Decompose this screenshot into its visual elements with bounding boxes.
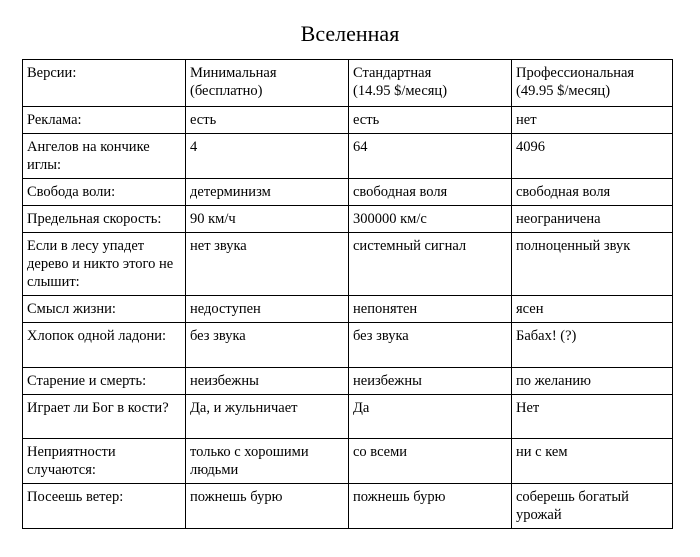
table-row	[23, 395, 673, 439]
row-label	[23, 439, 186, 484]
table-row	[23, 233, 673, 296]
cell-text: Стандартная (14.95 $/месяц)	[353, 65, 448, 99]
header-cell-versions	[23, 60, 186, 107]
table-row	[23, 368, 673, 395]
table-row	[23, 134, 673, 179]
table-cell	[186, 395, 349, 439]
cell-text: есть	[190, 112, 217, 128]
table-cell	[349, 107, 512, 134]
cell-text: системный сигнал	[353, 238, 467, 254]
table-cell	[512, 323, 673, 368]
cell-text: Бабах! (?)	[516, 328, 577, 344]
cell-text: Хлопок одной ладони:	[27, 328, 167, 344]
table-cell	[512, 233, 673, 296]
table-cell	[349, 233, 512, 296]
table-row	[23, 296, 673, 323]
cell-text: неизбежны	[190, 373, 259, 389]
table-cell	[349, 206, 512, 233]
table-cell	[186, 179, 349, 206]
table-cell	[349, 134, 512, 179]
row-label	[23, 368, 186, 395]
table-cell	[512, 134, 673, 179]
cell-text: неограничена	[516, 211, 601, 227]
table-cell	[512, 296, 673, 323]
cell-text: Минимальная (бесплатно)	[190, 65, 277, 99]
cell-text: непонятен	[353, 301, 418, 317]
row-label	[23, 134, 186, 179]
table-cell	[186, 484, 349, 529]
cell-text: Реклама:	[27, 112, 82, 128]
cell-text: Играет ли Бог в кости?	[27, 400, 169, 416]
row-label	[23, 296, 186, 323]
row-label	[23, 323, 186, 368]
cell-text: нет звука	[190, 238, 247, 254]
table-cell	[512, 368, 673, 395]
table-cell	[349, 439, 512, 484]
cell-text: по желанию	[516, 373, 591, 389]
cell-text: Если в лесу упадет дерево и никто этого не слышит:	[27, 238, 174, 290]
table-cell	[512, 439, 673, 484]
cell-text: пожнешь бурю	[190, 489, 283, 505]
table-row	[23, 107, 673, 134]
cell-text: ясен	[516, 301, 544, 317]
row-label	[23, 233, 186, 296]
cell-text: 90 км/ч	[190, 211, 236, 227]
table-cell	[186, 323, 349, 368]
table-cell	[186, 206, 349, 233]
cell-text: соберешь богатый урожай	[516, 489, 629, 523]
cell-text: без звука	[190, 328, 246, 344]
table-cell	[512, 206, 673, 233]
cell-text: Да	[353, 400, 370, 416]
table-cell	[349, 323, 512, 368]
header-cell-minimal	[186, 60, 349, 107]
table-row	[23, 323, 673, 368]
cell-text: свободная воля	[353, 184, 448, 200]
cell-text: есть	[353, 112, 380, 128]
cell-text: Профессиональная (49.95 $/месяц)	[516, 65, 635, 99]
table-cell	[186, 368, 349, 395]
table-cell	[186, 233, 349, 296]
table-cell	[186, 439, 349, 484]
table-cell	[349, 484, 512, 529]
row-label	[23, 206, 186, 233]
table-cell	[186, 134, 349, 179]
cell-text: без звука	[353, 328, 409, 344]
table-row	[23, 484, 673, 529]
row-label	[23, 484, 186, 529]
cell-text: 4	[190, 139, 198, 155]
cell-text: свободная воля	[516, 184, 611, 200]
row-label	[23, 395, 186, 439]
cell-text: нет	[516, 112, 537, 128]
cell-text: пожнешь бурю	[353, 489, 446, 505]
table-header-row	[23, 60, 673, 107]
cell-text: полноценный звук	[516, 238, 631, 254]
header-cell-professional	[512, 60, 673, 107]
table-cell	[349, 368, 512, 395]
cell-text: Посеешь ветер:	[27, 489, 124, 505]
table-cell	[349, 395, 512, 439]
table-cell	[512, 395, 673, 439]
cell-text: недоступен	[190, 301, 261, 317]
cell-text: Старение и смерть:	[27, 373, 147, 389]
cell-text: 4096	[516, 139, 545, 155]
cell-text: Да, и жульничает	[190, 400, 298, 416]
table-cell	[349, 296, 512, 323]
header-cell-standard	[349, 60, 512, 107]
cell-text: Нет	[516, 400, 540, 416]
cell-text: Версии:	[27, 65, 77, 81]
table-cell	[512, 107, 673, 134]
page-title: Вселенная	[300, 21, 400, 46]
cell-text: ни с кем	[516, 444, 568, 460]
cell-text: Неприятности случаются:	[27, 444, 116, 478]
cell-text: Смысл жизни:	[27, 301, 116, 317]
table-cell	[186, 296, 349, 323]
table-cell	[512, 484, 673, 529]
cell-text: 300000 км/с	[353, 211, 427, 227]
table-cell	[186, 107, 349, 134]
cell-text: только с хорошими людьми	[190, 444, 309, 478]
table-row	[23, 179, 673, 206]
comparison-table	[22, 59, 673, 529]
table-row	[23, 206, 673, 233]
cell-text: детерминизм	[190, 184, 271, 200]
cell-text: 64	[353, 139, 368, 155]
cell-text: неизбежны	[353, 373, 422, 389]
cell-text: Предельная скорость:	[27, 211, 162, 227]
cell-text: Свобода воли:	[27, 184, 116, 200]
table-cell	[512, 179, 673, 206]
cell-text: Ангелов на кончике иглы:	[27, 139, 150, 173]
table-cell	[349, 179, 512, 206]
row-label	[23, 179, 186, 206]
cell-text: со всеми	[353, 444, 408, 460]
row-label	[23, 107, 186, 134]
table-row	[23, 439, 673, 484]
